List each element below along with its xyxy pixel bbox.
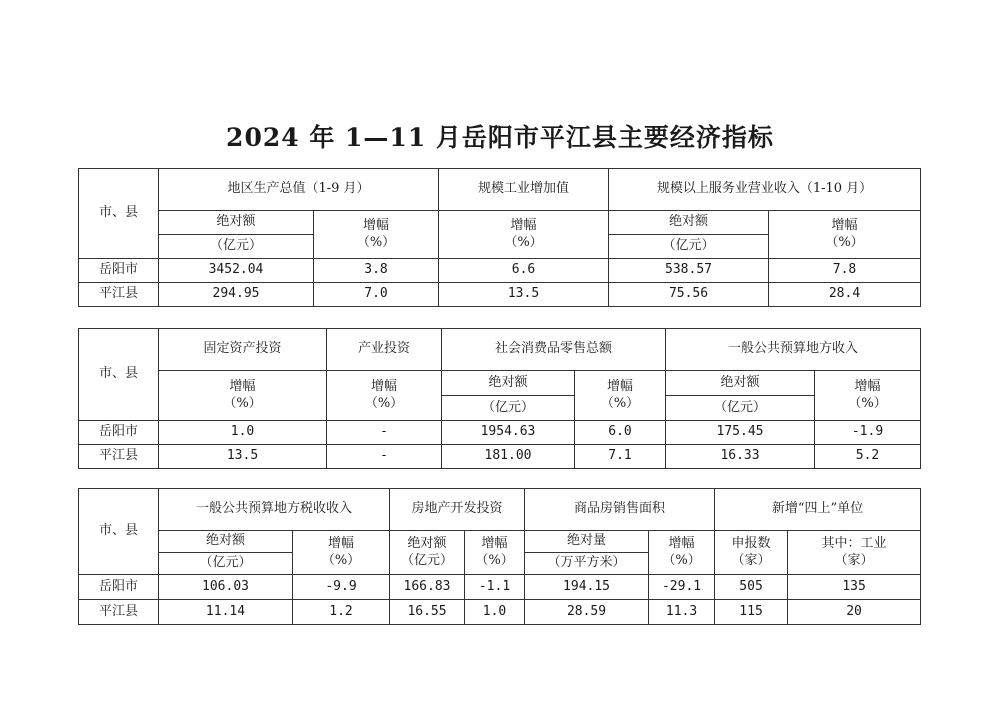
row-label: 平江县 [79, 445, 159, 469]
table-cell: 175.45 [666, 421, 815, 445]
row-label: 平江县 [79, 283, 159, 307]
header-new-units: 新增“四上”单位 [715, 489, 921, 531]
table-cell: 16.33 [666, 445, 815, 469]
table-cell: 16.55 [390, 600, 465, 625]
row-label: 岳阳市 [79, 421, 159, 445]
unit-label: （万平方米） [525, 553, 649, 575]
table-cell: 6.0 [575, 421, 666, 445]
header-realestate-investment: 房地产开发投资 [390, 489, 525, 531]
unit-label: （亿元） [159, 553, 293, 575]
table-cell: 5.2 [815, 445, 921, 469]
growth-header: 增幅 （%） [314, 211, 439, 259]
table-cell: 166.83 [390, 575, 465, 600]
table-cell: 11.3 [649, 600, 715, 625]
growth-header: 增幅 （%） [293, 531, 390, 575]
table-row [79, 600, 921, 625]
table-cell: - [327, 445, 442, 469]
row-label: 岳阳市 [79, 575, 159, 600]
abs-label: 绝对额 [159, 211, 314, 235]
header-industry-investment: 产业投资 [327, 329, 442, 371]
row-label: 岳阳市 [79, 259, 159, 283]
abs-label: 绝对额 [442, 371, 575, 396]
table-cell: 106.03 [159, 575, 293, 600]
abs-label: 绝对额 [609, 211, 769, 235]
table-cell: 181.00 [442, 445, 575, 469]
table-cell: 1954.63 [442, 421, 575, 445]
table-row [79, 575, 921, 600]
table-cell: 115 [715, 600, 788, 625]
table-cell: 7.0 [314, 283, 439, 307]
table-row [79, 283, 921, 307]
table-tax-realestate-units [78, 488, 921, 625]
growth-header: 增幅 （%） [815, 371, 921, 421]
table-cell: 28.4 [769, 283, 921, 307]
table-cell: 7.1 [575, 445, 666, 469]
reported-count-header: 申报数 （家） [715, 531, 788, 575]
unit-label: （亿元） [159, 235, 314, 259]
table-cell: 13.5 [159, 445, 327, 469]
table-cell: 1.2 [293, 600, 390, 625]
header-industry-added-value: 规模工业增加值 [439, 169, 609, 211]
abs-qty-label: 绝对量 [525, 531, 649, 553]
table-cell: 28.59 [525, 600, 649, 625]
table-row [79, 421, 921, 445]
table-cell: 3452.04 [159, 259, 314, 283]
unit-label: （亿元） [442, 396, 575, 421]
abs-label-with-unit: 绝对额 （亿元） [390, 531, 465, 575]
table-cell: 7.8 [769, 259, 921, 283]
table-cell: 1.0 [159, 421, 327, 445]
header-gdp: 地区生产总值（1-9 月） [159, 169, 439, 211]
table-cell: 6.6 [439, 259, 609, 283]
header-tax-revenue: 一般公共预算地方税收收入 [159, 489, 390, 531]
table-cell: 135 [788, 575, 921, 600]
table-cell: 20 [788, 600, 921, 625]
unit-label: （亿元） [666, 396, 815, 421]
industry-count-header: 其中：工业 （家） [788, 531, 921, 575]
table-cell: -29.1 [649, 575, 715, 600]
page-title: 2024 年 1—11 月岳阳市平江县主要经济指标 [226, 123, 774, 152]
table-cell: 3.8 [314, 259, 439, 283]
table-cell: -9.9 [293, 575, 390, 600]
growth-header: 增幅 （%） [159, 371, 327, 421]
row-label: 平江县 [79, 600, 159, 625]
header-public-budget-revenue: 一般公共预算地方收入 [666, 329, 921, 371]
region-header: 市、县 [79, 489, 159, 575]
table-investment-consumption-revenue [78, 328, 921, 469]
table-cell: -1.1 [465, 575, 525, 600]
table-gdp-industry-services [78, 168, 921, 307]
region-header: 市、县 [79, 169, 159, 259]
growth-header: 增幅 （%） [769, 211, 921, 259]
header-retail-sales: 社会消费品零售总额 [442, 329, 666, 371]
header-services-revenue: 规模以上服务业营业收入（1-10 月） [609, 169, 921, 211]
growth-header: 增幅 （%） [649, 531, 715, 575]
table-row [79, 259, 921, 283]
abs-label: 绝对额 [666, 371, 815, 396]
table-cell: 11.14 [159, 600, 293, 625]
table-cell: 75.56 [609, 283, 769, 307]
table-cell: 194.15 [525, 575, 649, 600]
table-row [79, 445, 921, 469]
table-cell: 505 [715, 575, 788, 600]
table-cell: 13.5 [439, 283, 609, 307]
growth-header: 增幅 （%） [575, 371, 666, 421]
table-cell: 294.95 [159, 283, 314, 307]
abs-label: 绝对额 [159, 531, 293, 553]
growth-header: 增幅 （%） [465, 531, 525, 575]
region-header: 市、县 [79, 329, 159, 421]
unit-label: （亿元） [609, 235, 769, 259]
growth-header: 增幅 （%） [327, 371, 442, 421]
table-cell: 538.57 [609, 259, 769, 283]
table-cell: -1.9 [815, 421, 921, 445]
header-housing-sales-area: 商品房销售面积 [525, 489, 715, 531]
header-fixed-asset-investment: 固定资产投资 [159, 329, 327, 371]
table-cell: 1.0 [465, 600, 525, 625]
table-cell: - [327, 421, 442, 445]
growth-header: 增幅 （%） [439, 211, 609, 259]
